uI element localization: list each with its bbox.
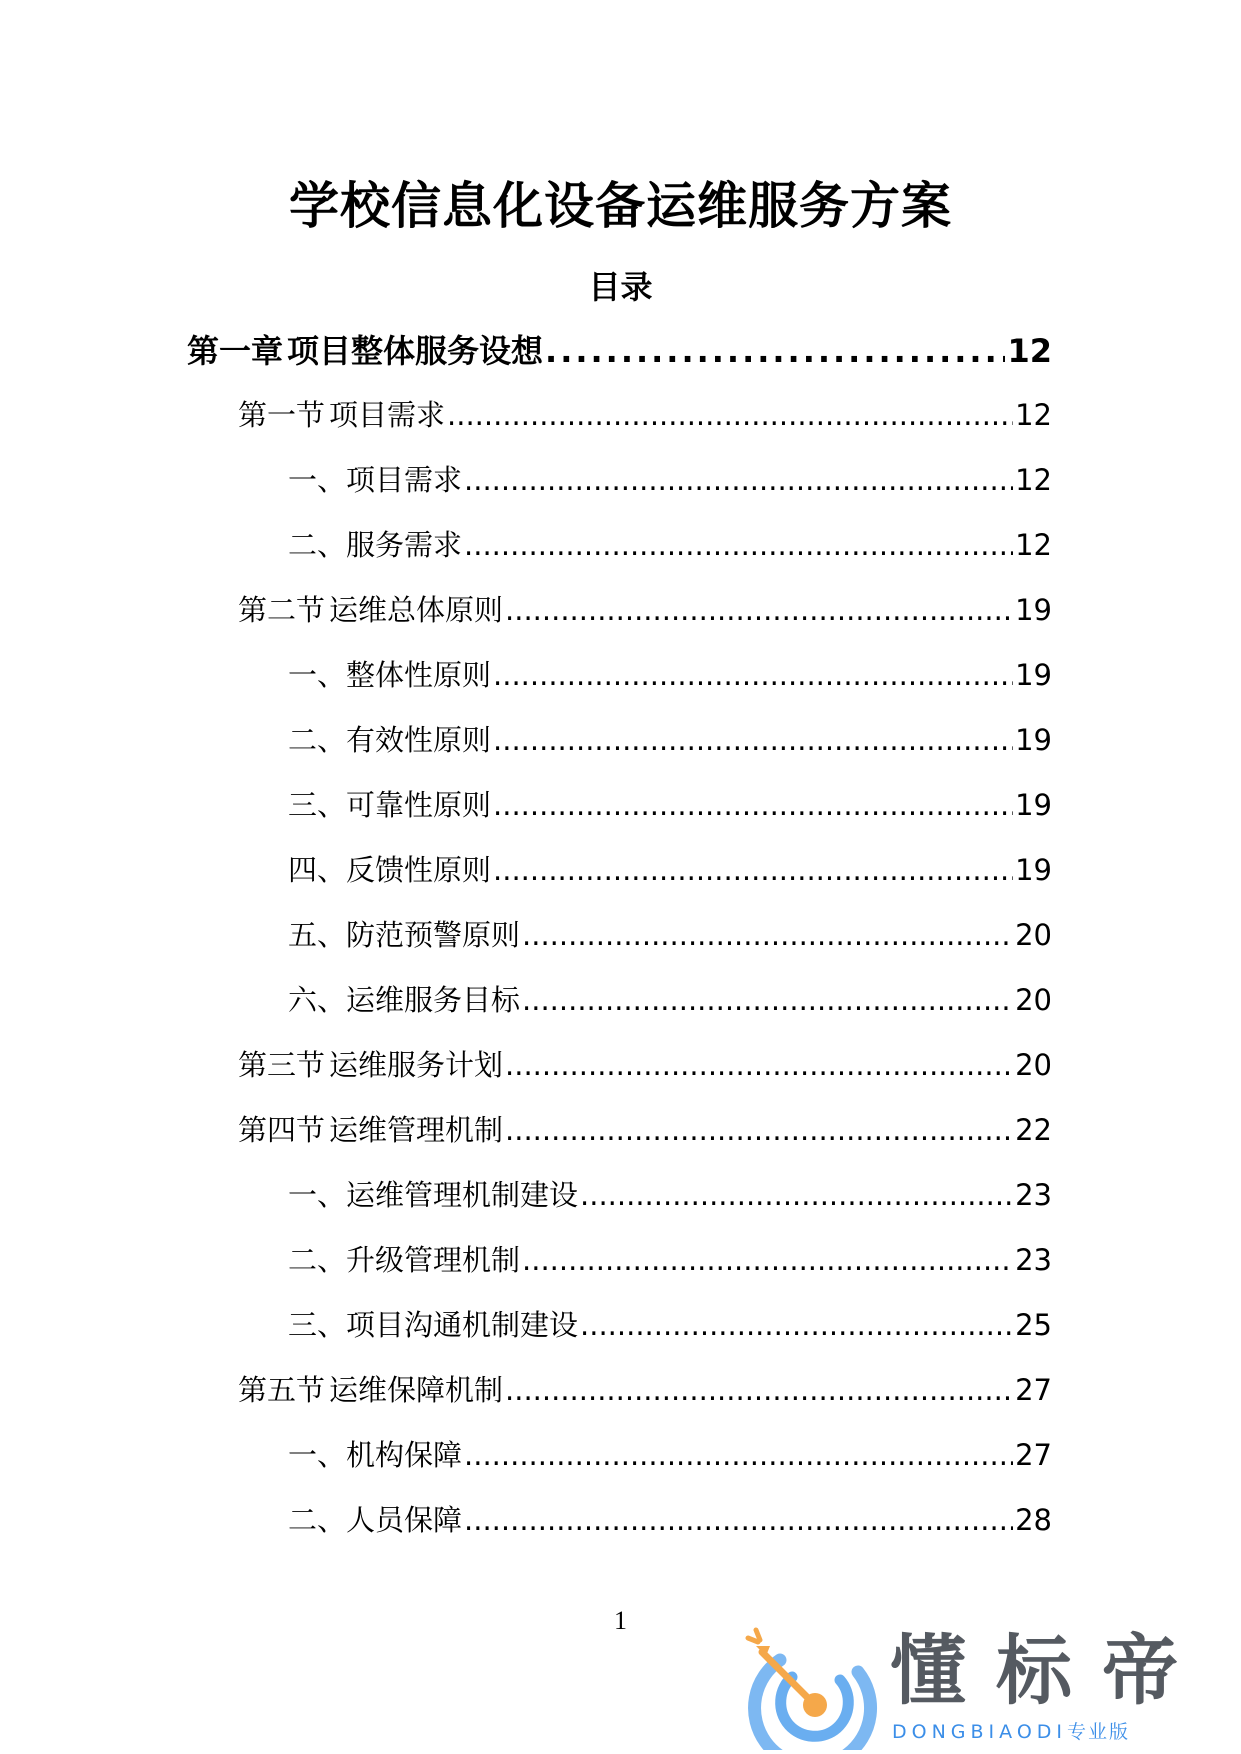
toc-entry-page: 12 — [1007, 332, 1052, 370]
toc-entry-number: 第四节 — [238, 1113, 326, 1147]
toc-entry-page: 19 — [1015, 658, 1052, 692]
toc-entry-title: 可靠性原则 — [346, 788, 492, 822]
toc-entry-label — [288, 1175, 578, 1215]
toc-dot-leader — [464, 525, 1013, 565]
toc-entry-number: 一、 — [288, 1438, 347, 1472]
toc-entry-title: 运维保障机制 — [329, 1373, 504, 1407]
toc-entry-page: 20 — [1015, 918, 1052, 952]
toc-entry-number: 二、 — [288, 528, 347, 562]
toc-entry-section[interactable] — [238, 395, 1052, 435]
toc-entry-number: 三、 — [288, 788, 347, 822]
toc-dot-leader — [522, 980, 1013, 1020]
toc-entry-number: 二、 — [288, 1503, 347, 1537]
toc-entry-subsection[interactable] — [288, 720, 1052, 760]
toc-dot-leader — [545, 329, 1005, 373]
toc-entry-subsection[interactable] — [288, 1435, 1052, 1475]
toc-dot-leader — [522, 1240, 1013, 1280]
toc-entry-title: 运维服务计划 — [329, 1048, 504, 1082]
toc-dot-leader — [505, 1045, 1013, 1085]
brand-watermark — [740, 1620, 1220, 1750]
toc-entry-label — [288, 1305, 578, 1345]
toc-entry-number: 第三节 — [238, 1048, 326, 1082]
toc-entry-section[interactable] — [238, 1045, 1052, 1085]
toc-entry-page: 28 — [1015, 1503, 1052, 1537]
toc-entry-label — [288, 1435, 462, 1475]
toc-dot-leader — [493, 655, 1013, 695]
toc-entry-title: 整体性原则 — [346, 658, 492, 692]
toc-entry-label — [288, 1500, 462, 1540]
toc-dot-leader — [464, 1500, 1013, 1540]
toc-entry-title: 升级管理机制 — [346, 1243, 521, 1277]
toc-entry-chapter[interactable] — [187, 329, 1052, 373]
toc-entry-title: 项目需求 — [346, 463, 463, 497]
toc-dot-leader — [522, 915, 1013, 955]
toc-entry-page: 20 — [1015, 1048, 1052, 1082]
toc-entry-subsection[interactable] — [288, 1240, 1052, 1280]
toc-entry-title: 有效性原则 — [346, 723, 492, 757]
toc-entry-title: 服务需求 — [346, 528, 463, 562]
toc-entry-number: 第二节 — [238, 593, 326, 627]
toc-dot-leader — [447, 395, 1013, 435]
toc-entry-page: 20 — [1015, 983, 1052, 1017]
toc-entry-label — [238, 1110, 503, 1150]
toc-entry-number: 五、 — [288, 918, 347, 952]
toc-entry-title: 运维管理机制建设 — [346, 1178, 579, 1212]
toc-dot-leader — [493, 850, 1013, 890]
toc-entry-number: 六、 — [288, 983, 347, 1017]
toc-entry-section[interactable] — [238, 1110, 1052, 1150]
watermark-subtitle — [892, 1720, 1130, 1744]
toc-entry-number: 第五节 — [238, 1373, 326, 1407]
toc-entry-number: 一、 — [288, 1178, 347, 1212]
toc-entry-title: 人员保障 — [346, 1503, 463, 1537]
toc-entry-page: 27 — [1015, 1373, 1052, 1407]
watermark-edition: 专业版 — [1067, 1721, 1131, 1743]
toc-entry-subsection[interactable] — [288, 980, 1052, 1020]
toc-entry-number: 二、 — [288, 1243, 347, 1277]
toc-entry-page: 19 — [1015, 788, 1052, 822]
toc-dot-leader — [505, 1110, 1013, 1150]
toc-entry-number: 四、 — [288, 853, 347, 887]
toc-entry-page: 25 — [1015, 1308, 1052, 1342]
toc-dot-leader — [464, 1435, 1013, 1475]
toc-entry-page: 19 — [1015, 853, 1052, 887]
toc-entry-page: 12 — [1015, 528, 1052, 562]
toc-entry-label — [288, 850, 491, 890]
toc-entry-number: 二、 — [288, 723, 347, 757]
toc-entry-page: 22 — [1015, 1113, 1052, 1147]
toc-entry-subsection[interactable] — [288, 785, 1052, 825]
toc-entry-subsection[interactable] — [288, 460, 1052, 500]
toc-entry-page: 19 — [1015, 593, 1052, 627]
toc-entry-title: 防范预警原则 — [346, 918, 521, 952]
toc-entry-label — [238, 1370, 503, 1410]
toc-entry-page: 12 — [1015, 398, 1052, 432]
toc-entry-subsection[interactable] — [288, 655, 1052, 695]
toc-entry-title: 运维管理机制 — [329, 1113, 504, 1147]
toc-entry-label — [238, 395, 445, 435]
toc-entry-label — [238, 590, 503, 630]
toc-entry-label — [288, 720, 491, 760]
watermark-brand-name: 懂标帝 — [890, 1626, 1208, 1715]
toc-entry-label — [288, 980, 520, 1020]
toc-dot-leader — [493, 720, 1013, 760]
toc-entry-title: 机构保障 — [346, 1438, 463, 1472]
target-arrow-icon — [740, 1620, 880, 1750]
toc-entry-number: 一、 — [288, 658, 347, 692]
toc-entry-label — [288, 655, 491, 695]
toc-entry-number: 第一章 — [187, 332, 284, 370]
toc-dot-leader — [505, 590, 1013, 630]
toc-entry-page: 23 — [1015, 1178, 1052, 1212]
toc-entry-subsection[interactable] — [288, 525, 1052, 565]
toc-entry-title: 运维总体原则 — [329, 593, 504, 627]
document-title: 学校信息化设备运维服务方案 — [289, 177, 952, 235]
toc-entry-label — [288, 785, 491, 825]
toc-entry-section[interactable] — [238, 1370, 1052, 1410]
toc-entry-page: 23 — [1015, 1243, 1052, 1277]
toc-entry-title: 运维服务目标 — [346, 983, 521, 1017]
toc-entry-title: 项目需求 — [329, 398, 446, 432]
toc-dot-leader — [580, 1305, 1013, 1345]
toc-entry-label — [288, 915, 520, 955]
toc-entry-subsection[interactable] — [288, 1305, 1052, 1345]
toc-entry-title: 项目整体服务设想 — [287, 332, 544, 370]
toc-entry-number: 三、 — [288, 1308, 347, 1342]
toc-entry-label — [187, 329, 543, 373]
toc-entry-number: 一、 — [288, 463, 347, 497]
toc-entry-page: 19 — [1015, 723, 1052, 757]
toc-entry-label — [238, 1045, 503, 1085]
toc-entry-label — [288, 460, 462, 500]
toc-dot-leader — [505, 1370, 1013, 1410]
toc-dot-leader — [493, 785, 1013, 825]
page-number: 1 — [614, 1606, 627, 1635]
toc-entry-section[interactable] — [238, 590, 1052, 630]
toc-entry-label — [288, 1240, 520, 1280]
toc-entry-title: 反馈性原则 — [346, 853, 492, 887]
toc-entry-page: 27 — [1015, 1438, 1052, 1472]
toc-entry-subsection[interactable] — [288, 915, 1052, 955]
toc-entry-page: 12 — [1015, 463, 1052, 497]
toc-entry-title: 项目沟通机制建设 — [346, 1308, 579, 1342]
toc-dot-leader — [464, 460, 1013, 500]
toc-entry-number: 第一节 — [238, 398, 326, 432]
toc-entry-subsection[interactable] — [288, 1175, 1052, 1215]
toc-heading: 目录 — [588, 268, 653, 306]
toc-entry-subsection[interactable] — [288, 850, 1052, 890]
watermark-pinyin: DONGBIAODI — [892, 1721, 1068, 1743]
toc-entry-subsection[interactable] — [288, 1500, 1052, 1540]
toc-entry-label — [288, 525, 462, 565]
toc-dot-leader — [580, 1175, 1013, 1215]
